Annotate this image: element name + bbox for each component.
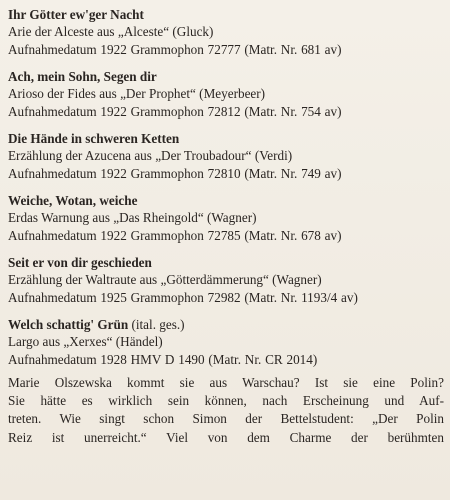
- track-title-note: (ital. ges.): [128, 317, 185, 332]
- essay-line: Sie hätte es wirklich sein können, nach Erscheinung und Auf-: [8, 393, 444, 409]
- track-recording-info: Aufnahmedatum 1928 HMV D 1490 (Matr. Nr. CR 2014): [8, 352, 318, 367]
- track-title: Ach, mein Sohn, Segen dir: [8, 69, 157, 84]
- track-item: [8, 254, 444, 307]
- essay-line: treten. Wie singt schon Simon der Bettelstudent: „Der Polin: [8, 411, 444, 427]
- track-recording-info: Aufnahmedatum 1925 Grammophon 72982 (Matr. Nr. 1193/4 av): [8, 290, 358, 305]
- track-title: Weiche, Wotan, weiche: [8, 193, 138, 208]
- track-description: Arie der Alceste aus „Alceste“ (Gluck): [8, 24, 214, 39]
- track-recording-info: Aufnahmedatum 1922 Grammophon 72810 (Matr. Nr. 749 av): [8, 166, 342, 181]
- track-item: [8, 68, 444, 121]
- track-list: [8, 6, 444, 378]
- track-description: Largo aus „Xerxes“ (Händel): [8, 334, 163, 349]
- track-recording-info: Aufnahmedatum 1922 Grammophon 72777 (Matr. Nr. 681 av): [8, 42, 342, 57]
- track-title: Ihr Götter ew'ger Nacht: [8, 7, 144, 22]
- track-title: [8, 316, 444, 333]
- track-item: [8, 130, 444, 183]
- track-item: [8, 6, 444, 59]
- track-title-text: Welch schattig' Grün: [8, 317, 129, 332]
- track-title: Seit er von dir geschieden: [8, 255, 152, 270]
- essay-line: Marie Olszewska kommt sie aus Warschau? Ist sie eine Polin?: [8, 375, 444, 390]
- track-item: [8, 192, 444, 245]
- track-description: Erzählung der Azucena aus „Der Troubadour“ (Verdi): [8, 148, 293, 163]
- track-recording-info: Aufnahmedatum 1922 Grammophon 72812 (Matr. Nr. 754 av): [8, 104, 342, 119]
- essay-text: [8, 374, 444, 447]
- track-description: Arioso der Fides aus „Der Prophet“ (Meyerbeer): [8, 86, 266, 101]
- track-description: Erdas Warnung aus „Das Rheingold“ (Wagner): [8, 210, 257, 225]
- track-title: Die Hände in schweren Ketten: [8, 131, 180, 146]
- essay-line: Reiz ist unerreicht.“ Viel von dem Charme der berühmten: [8, 429, 444, 445]
- track-description: Erzählung der Waltraute aus „Götterdämmerung“ (Wagner): [8, 272, 322, 287]
- track-item: [8, 316, 444, 369]
- track-recording-info: Aufnahmedatum 1922 Grammophon 72785 (Matr. Nr. 678 av): [8, 228, 342, 243]
